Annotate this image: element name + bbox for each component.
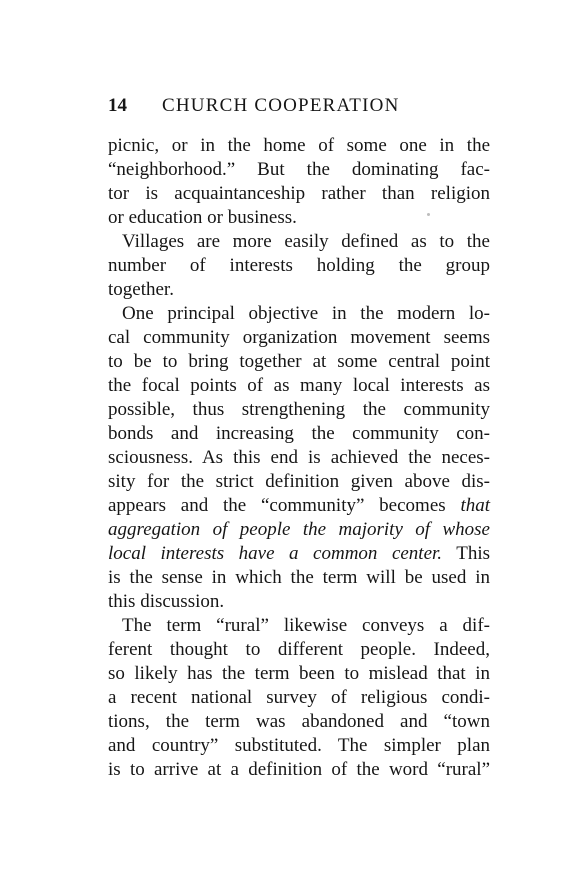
text-line: number of interests holding the group — [108, 255, 490, 276]
italic-text: aggregation of people the majority of whose — [108, 519, 490, 540]
text-line: “neighborhood.” But the dominating fac- — [108, 159, 490, 180]
text-line: local interests have a common center. This — [108, 543, 491, 564]
text-line: The term “rural” likewise conveys a dif- — [122, 615, 490, 636]
text-line: a recent national survey of religious condi- — [108, 687, 490, 708]
text-line: appears and the “community” becomes that — [108, 495, 490, 516]
text-line — [108, 518, 490, 542]
text-line: sity for the strict definition given above dis- — [108, 471, 490, 492]
text-line: possible, thus strengthening the community — [108, 399, 490, 420]
text-line: together. — [108, 279, 174, 300]
paper-speck — [427, 213, 430, 216]
text-line: sciousness. As this end is achieved the neces- — [108, 447, 490, 468]
text-line: One principal objective in the modern lo- — [122, 303, 490, 324]
body-text — [108, 134, 490, 782]
text-line: and country” substituted. The simpler plan — [108, 735, 490, 756]
text-line: this discussion. — [108, 591, 225, 612]
text-line: the focal points of as many local interests as — [108, 375, 490, 396]
running-head — [108, 94, 488, 120]
page-number: 14 — [108, 95, 127, 116]
text-line: tor is acquaintanceship rather than religion — [108, 183, 490, 204]
text-line: cal community organization movement seems — [108, 327, 490, 348]
text-line: tions, the term was abandoned and “town — [108, 711, 490, 732]
text-line: is the sense in which the term will be used in — [108, 567, 490, 588]
running-title: CHURCH COOPERATION — [162, 95, 400, 116]
text-line: so likely has the term been to mislead that in — [108, 663, 490, 684]
italic-text: that — [460, 495, 490, 516]
text-line: is to arrive at a definition of the word “rural” — [108, 759, 490, 780]
italic-text: local interests have a common center. — [108, 543, 443, 564]
text-line: or education or business. — [108, 207, 297, 228]
text-line: bonds and increasing the community con- — [108, 423, 490, 444]
text-line: ferent thought to different people. Indeed, — [108, 639, 490, 660]
text-line: to be to bring together at some central point — [108, 351, 490, 372]
text-line: Villages are more easily defined as to the — [122, 231, 490, 252]
text-line: picnic, or in the home of some one in the — [108, 135, 490, 156]
